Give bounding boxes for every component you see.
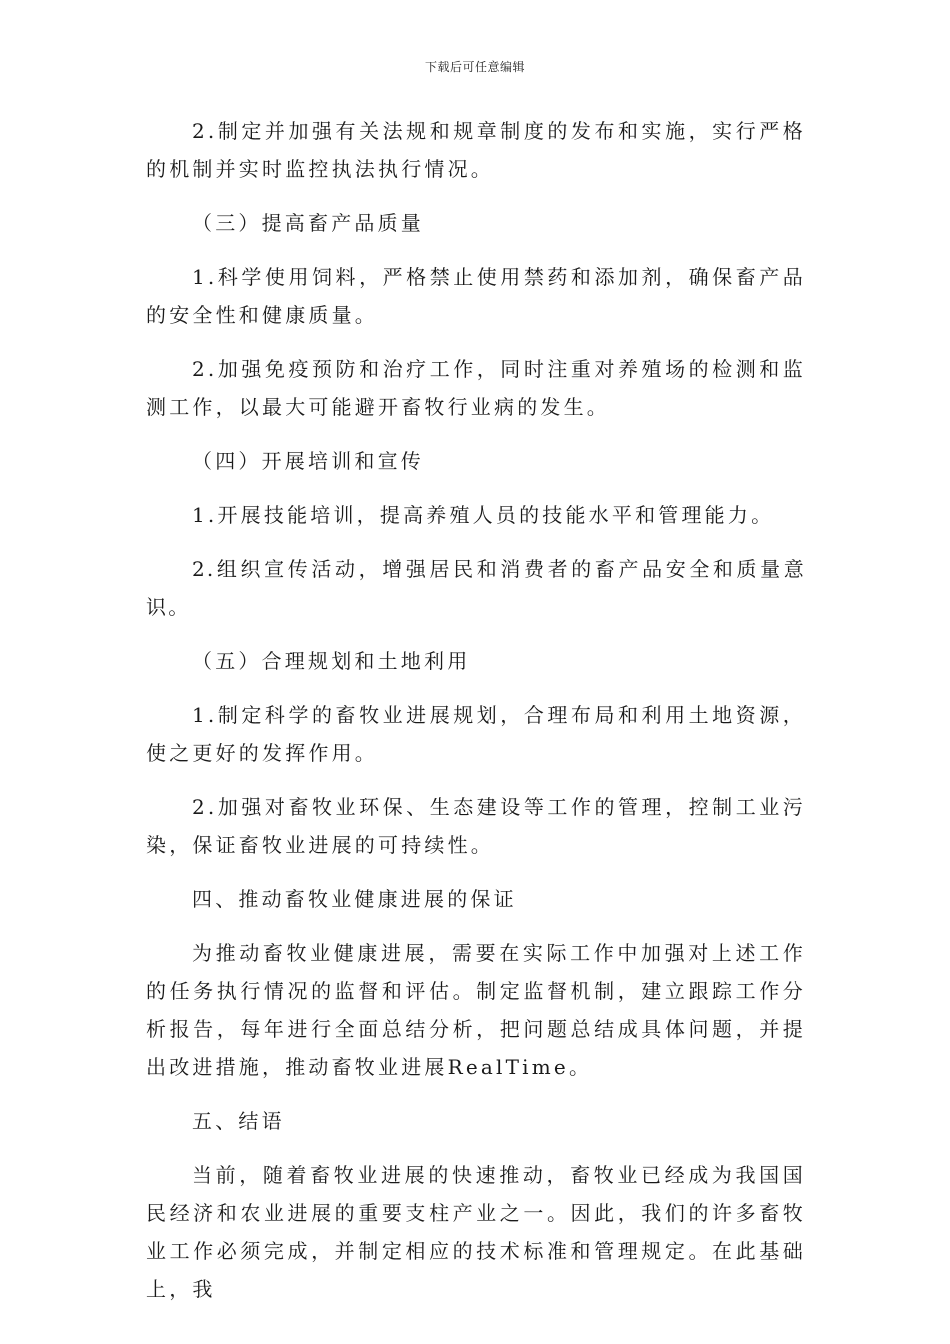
paragraph-1: 2.制定并加强有关法规和规章制度的发布和实施，实行严格的机制并实时监控执法执行情况。 [146,119,806,181]
section-heading-4: （四）开展培训和宣传 [192,449,424,473]
paragraph-3: 2.加强免疫预防和治疗工作，同时注重对养殖场的检测和监测工作，以最大可能避开畜牧行业病的发生。 [146,357,806,419]
chapter-heading-4: 四、推动畜牧业健康进展的保证 [192,887,517,911]
chapter-heading-5: 五、结语 [192,1109,285,1133]
paragraph-9: 当前，随着畜牧业进展的快速推动，畜牧业已经成为我国国民经济和农业进展的重要支柱产业之一。因此，我们的许多畜牧业工作必须完成，并制定相应的技术标准和管理规定。在此基础上，我 [146,1163,806,1301]
paragraph-8: 为推动畜牧业健康进展，需要在实际工作中加强对上述工作的任务执行情况的监督和评估。制定监督机制，建立跟踪工作分析报告，每年进行全面总结分析，把问题总结成具体问题，并提出改进措施，推动畜牧业进展RealTime。 [146,941,806,1079]
section-heading-3: （三）提高畜产品质量 [192,211,424,235]
paragraph-7: 2.加强对畜牧业环保、生态建设等工作的管理，控制工业污染，保证畜牧业进展的可持续性。 [146,795,806,857]
page-header: 下载后可任意编辑 [424,60,525,74]
paragraph-5: 2.组织宣传活动，增强居民和消费者的畜产品安全和质量意识。 [146,557,806,619]
paragraph-2: 1.科学使用饲料，严格禁止使用禁药和添加剂，确保畜产品的安全性和健康质量。 [146,265,806,327]
paragraph-4: 1.开展技能培训，提高养殖人员的技能水平和管理能力。 [192,503,775,527]
section-heading-5: （五）合理规划和土地利用 [192,649,471,673]
document-body [146,112,806,1324]
paragraph-6: 1.制定科学的畜牧业进展规划，合理布局和利用土地资源，使之更好的发挥作用。 [146,703,806,765]
